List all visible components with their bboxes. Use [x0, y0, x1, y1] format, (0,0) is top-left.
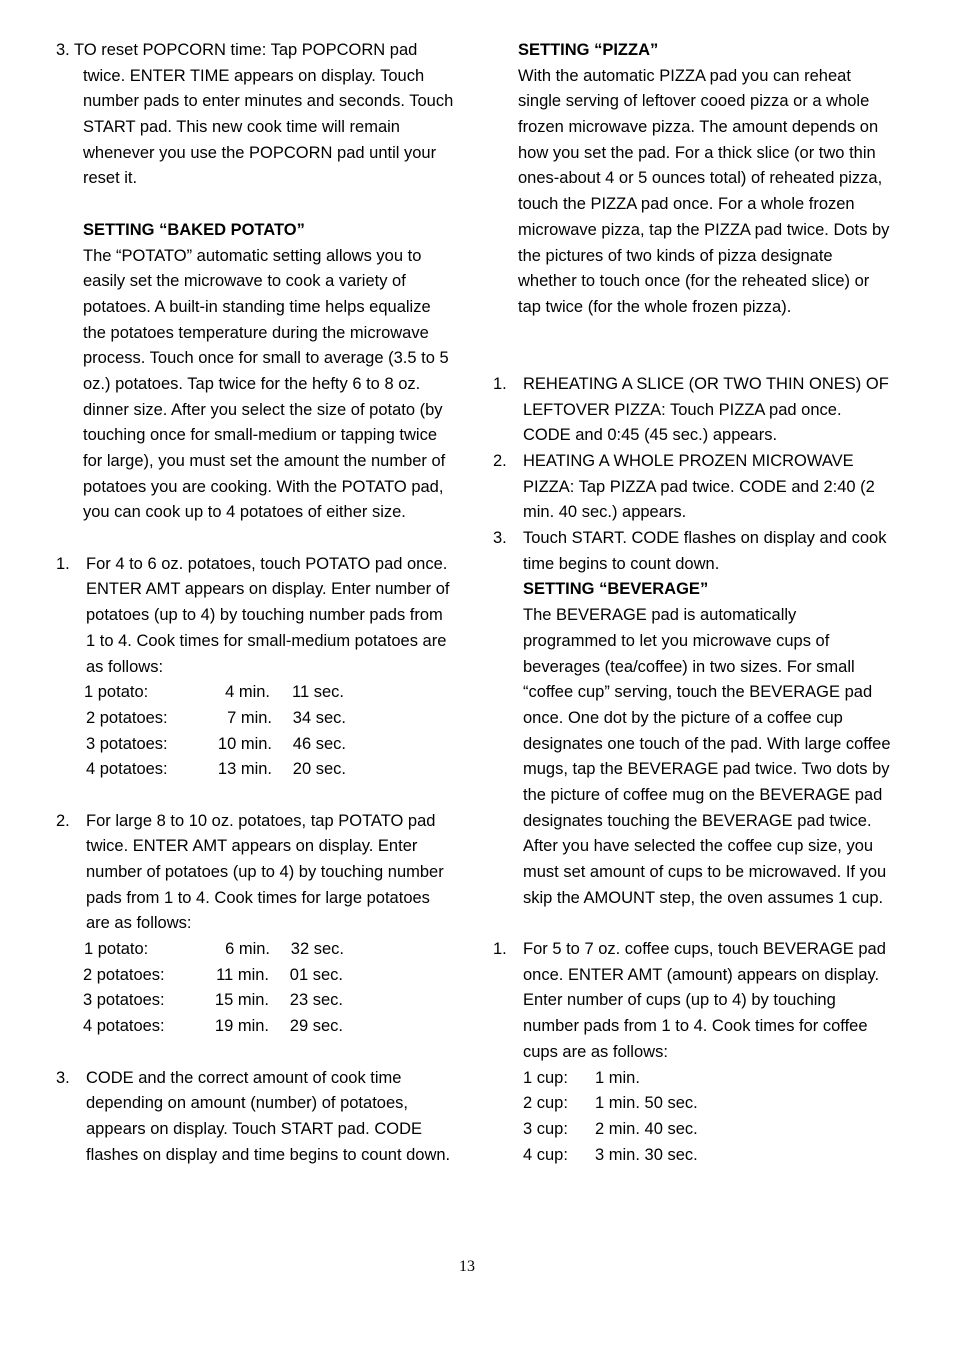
text-line: Enter number of cups (up to 4) by touching — [523, 991, 836, 1010]
table-cell: 4 potatoes: — [83, 1017, 165, 1036]
table-cell: 2 min. 40 sec. — [595, 1119, 698, 1138]
table-cell: 1 cup: — [523, 1068, 568, 1087]
text-line: REHEATING A SLICE (OR TWO THIN ONES) OF — [523, 374, 889, 393]
table-row — [56, 988, 466, 1014]
text-line: touching once for small-medium or tapping twice — [83, 426, 438, 445]
text-line: single serving of leftover cooed pizza or a whole — [518, 92, 870, 111]
step-number: 2. — [56, 811, 70, 830]
table-cell: 7 min. — [227, 708, 272, 727]
beverage-intro — [493, 603, 903, 911]
text-line: potatoes you are cooking. With the POTATO pad, — [83, 477, 444, 496]
beverage-heading: SETTING “BEVERAGE” — [523, 580, 709, 599]
table-cell: 46 sec. — [292, 734, 346, 753]
text-line: flashes on display and time begins to count down. — [86, 1145, 451, 1164]
text-line: 3. TO reset POPCORN time: Tap POPCORN pad — [56, 41, 418, 59]
table-cell: 3 min. 30 sec. — [595, 1145, 698, 1164]
text-line: potatoes. A built-in standing time helps equalize — [83, 297, 431, 316]
text-line: The “POTATO” automatic setting allows you to — [83, 246, 422, 265]
table-row — [56, 937, 466, 963]
left-column — [56, 38, 466, 1168]
table-cell: 4 min. — [225, 683, 270, 702]
text-line: For 5 to 7 oz. coffee cups, touch BEVERAGE pad — [523, 940, 886, 959]
text-line: potatoes (up to 4) by touching number pads from — [86, 606, 443, 625]
text-line: ENTER AMT appears on display. Enter number of — [86, 580, 450, 599]
text-line: microwave pizza, tap the PIZZA pad twice. Dots by — [518, 220, 890, 239]
text-line: frozen microwave pizza. The amount depends on — [518, 118, 879, 137]
beverage-time-table — [493, 1066, 903, 1169]
text-line: tap twice (for the whole frozen pizza). — [518, 297, 792, 316]
text-line: are as follows: — [86, 914, 192, 933]
table-cell: 1 min. 50 sec. — [595, 1094, 698, 1113]
step-number: 1. — [493, 940, 507, 959]
pizza-intro — [493, 64, 903, 321]
pizza-heading: SETTING “PIZZA” — [518, 41, 659, 59]
pizza-step-2 — [493, 449, 903, 526]
text-line: With the automatic PIZZA pad you can reheat — [518, 66, 851, 85]
table-row — [56, 1014, 466, 1040]
table-cell: 20 sec. — [292, 760, 346, 779]
table-row — [493, 1143, 903, 1169]
table-row — [493, 1066, 903, 1092]
text-line: 1 to 4. Cook times for small-medium potatoes are — [86, 631, 447, 650]
table-row — [56, 680, 466, 706]
table-cell: 3 potatoes: — [83, 991, 165, 1010]
text-line: easily set the microwave to cook a variety of — [83, 272, 406, 291]
text-line: time begins to count down. — [523, 554, 720, 573]
page-number: 13 — [459, 1258, 475, 1275]
baked-potato-heading: SETTING “BAKED POTATO” — [83, 220, 305, 239]
table-cell: 2 potatoes: — [86, 708, 168, 727]
text-line: the potatoes temperature during the microwave — [83, 323, 429, 342]
potato-step-1 — [56, 552, 466, 783]
table-cell: 29 sec. — [289, 1017, 343, 1036]
table-cell: 32 sec. — [290, 940, 344, 959]
pizza-step-3 — [493, 526, 903, 577]
table-cell: 23 sec. — [289, 991, 343, 1010]
baked-potato-intro — [56, 244, 466, 527]
step-number: 3. — [56, 1068, 70, 1087]
table-cell: 6 min. — [225, 940, 270, 959]
step-number: 1. — [493, 374, 507, 393]
text-line: touch the PIZZA pad once. For a whole frozen — [518, 195, 855, 214]
text-line: beverages (tea/coffee) in two sizes. For small — [523, 657, 855, 676]
table-cell: 15 min. — [214, 991, 269, 1010]
table-row — [56, 706, 466, 732]
text-line: for large), you must set the amount the number of — [83, 452, 446, 470]
text-line: the picture of coffee mug on the BEVERAGE pad — [523, 785, 883, 804]
text-line: you can cook up to 4 potatoes of either size. — [83, 503, 406, 522]
table-cell: 1 potato: — [84, 940, 149, 959]
step-number: 2. — [493, 452, 507, 470]
table-row — [56, 963, 466, 989]
table-cell: 3 potatoes: — [86, 734, 168, 753]
table-cell: 19 min. — [214, 1017, 269, 1036]
table-cell: 13 min. — [217, 760, 272, 779]
table-cell: 01 sec. — [289, 965, 343, 984]
table-cell: 3 cup: — [523, 1119, 568, 1138]
text-line: number pads from 1 to 4. Cook times for coffee — [523, 1017, 868, 1036]
text-line: min. 40 sec.) appears. — [523, 503, 687, 522]
text-line: depending on amount (number) of potatoes, — [86, 1094, 408, 1113]
text-line: For large 8 to 10 oz. potatoes, tap POTATO pad — [86, 811, 436, 830]
text-line: CODE and the correct amount of cook time — [86, 1068, 402, 1087]
text-line: programmed to let you microwave cups of — [523, 631, 830, 650]
beverage-step-1 — [493, 937, 903, 1168]
text-line: whenever you use the POPCORN pad until your — [83, 143, 437, 162]
table-row — [493, 1117, 903, 1143]
text-line: oz.) potatoes. Tap twice for the hefty 6 to 8 oz. — [83, 374, 421, 393]
table-cell: 4 potatoes: — [86, 760, 168, 779]
table-cell: 1 potato: — [84, 683, 149, 702]
text-line: For 4 to 6 oz. potatoes, touch POTATO pad once. — [86, 554, 448, 573]
text-line: designates touching the BEVERAGE pad twice. — [523, 811, 872, 830]
text-line: skip the AMOUNT step, the oven assumes 1 cup. — [523, 888, 884, 907]
text-line: mugs, tap the BEVERAGE pad twice. Two dots by — [523, 760, 890, 779]
text-line: pads from 1 to 4. Cook times for large potatoes — [86, 888, 430, 907]
right-column — [493, 38, 903, 1168]
text-line: appears on display. Touch START pad. CODE — [86, 1119, 422, 1138]
text-line: process. Touch once for small to average (3.5 to 5 — [83, 349, 449, 368]
text-line: designates one touch of the pad. With large coffee — [523, 734, 891, 753]
table-row — [493, 1091, 903, 1117]
text-line: ones-about 4 or 5 ounces total) of reheated pizza, — [518, 169, 883, 188]
text-line: number of potatoes (up to 4) by touching number — [86, 863, 444, 881]
text-line: as follows: — [86, 657, 164, 676]
potato-step-2 — [56, 809, 466, 1040]
text-line: “coffee cup” serving, touch the BEVERAGE pad — [523, 683, 873, 702]
table-cell: 11 min. — [216, 965, 269, 984]
text-line: dinner size. After you select the size of potato (by — [83, 400, 443, 419]
text-line: twice. ENTER TIME appears on display. Touch — [83, 66, 425, 85]
text-line: whether to touch once (for the reheated slice) or — [518, 272, 870, 291]
step-number: 1. — [56, 554, 70, 573]
table-cell: 34 sec. — [292, 708, 346, 727]
table-cell: 1 min. — [595, 1068, 640, 1087]
text-line: reset it. — [83, 169, 138, 188]
text-line: twice. ENTER AMT appears on display. Enter — [86, 837, 418, 856]
popcorn-reset-paragraph — [56, 38, 466, 192]
cook-time-table-large — [56, 937, 466, 1040]
text-line: START pad. This new cook time will remain — [83, 118, 400, 137]
table-cell: 10 min. — [217, 734, 272, 753]
text-line: once. One dot by the picture of a coffee cup — [523, 708, 843, 727]
text-line: After you have selected the coffee cup size, you — [523, 837, 874, 856]
table-cell: 11 sec. — [292, 683, 344, 702]
table-cell: 2 potatoes: — [83, 965, 165, 984]
text-line: PIZZA: Tap PIZZA pad twice. CODE and 2:40 (2 — [523, 477, 875, 496]
text-line: once. ENTER AMT (amount) appears on display. — [523, 965, 880, 984]
text-line: CODE and 0:45 (45 sec.) appears. — [523, 426, 778, 445]
table-cell: 4 cup: — [523, 1145, 568, 1164]
pizza-step-1 — [493, 372, 903, 449]
potato-step-3 — [56, 1066, 466, 1169]
text-line: LEFTOVER PIZZA: Touch PIZZA pad once. — [523, 400, 842, 419]
text-line: how you set the pad. For a thick slice (or two thin — [518, 143, 876, 162]
table-cell: 2 cup: — [523, 1094, 568, 1113]
table-row — [56, 732, 466, 758]
cook-time-table-small — [56, 680, 466, 783]
text-line: The BEVERAGE pad is automatically — [523, 606, 797, 625]
text-line: cups are as follows: — [523, 1042, 668, 1061]
text-line: number pads to enter minutes and seconds. Touch — [83, 92, 454, 111]
text-line: HEATING A WHOLE PROZEN MICROWAVE — [523, 452, 854, 470]
table-row — [56, 757, 466, 783]
text-line: must set amount of cups to be microwaved. If you — [523, 863, 887, 881]
text-line: the pictures of two kinds of pizza designate — [518, 246, 833, 265]
step-number: 3. — [493, 529, 507, 548]
text-line: Touch START. CODE flashes on display and cook — [523, 529, 887, 548]
